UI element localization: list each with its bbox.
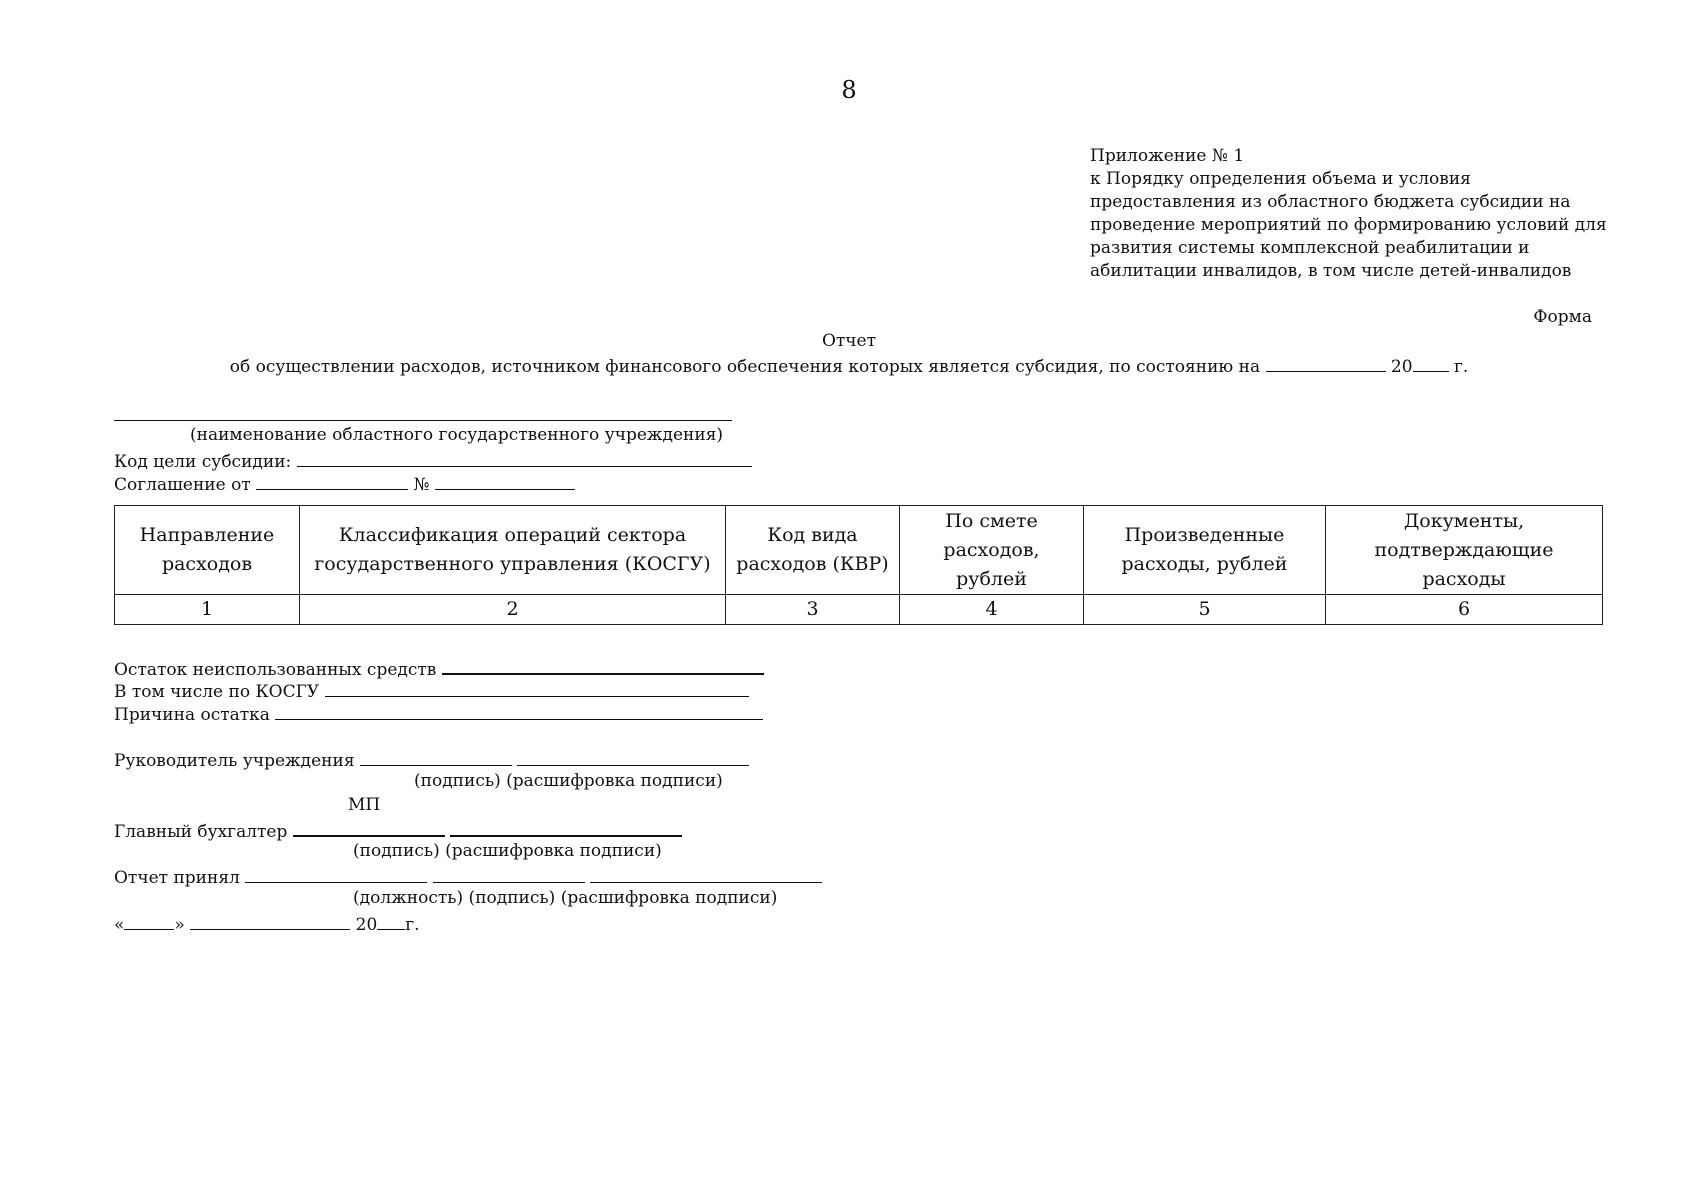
accepted-label: Отчет принял (114, 868, 240, 888)
institution-caption: (наименование областного государственного учреждения) (190, 425, 724, 445)
column-number: 2 (300, 595, 726, 625)
agreement-row (114, 472, 575, 495)
page-number: 8 (841, 76, 857, 104)
remainder-label: Остаток неиспользованных средств (114, 660, 437, 680)
accountant-signature-blank[interactable] (293, 818, 445, 837)
column-header: По смете расходов, рублей (900, 506, 1084, 595)
column-number: 4 (900, 595, 1084, 625)
appendix-line: проведение мероприятий по формированию условий для (1090, 215, 1607, 235)
kosgu-row (114, 679, 749, 702)
accepted-signature-blank[interactable] (433, 865, 585, 883)
column-header: Классификация операций сектора государственного управления (КОСГУ) (300, 506, 726, 595)
agreement-number-blank[interactable] (435, 472, 575, 490)
column-number: 5 (1084, 595, 1326, 625)
kosgu-blank[interactable] (325, 679, 749, 697)
date-open-quote: « (114, 915, 125, 935)
date-year-suffix: г. (405, 915, 420, 935)
goal-code-label: Код цели субсидии: (114, 452, 292, 472)
head-name-blank[interactable] (517, 748, 749, 766)
appendix-line: предоставления из областного бюджета субсидии на (1090, 192, 1571, 212)
remainder-row (114, 656, 764, 680)
table-header-row (115, 506, 1603, 595)
expenses-table (114, 505, 1603, 625)
kosgu-label: В том числе по КОСГУ (114, 682, 320, 702)
accountant-caption: (подпись) (расшифровка подписи) (353, 841, 662, 861)
stamp-label: МП (348, 795, 381, 815)
date-day-blank[interactable] (124, 912, 174, 930)
date-year-blank[interactable] (377, 912, 405, 930)
goal-code-blank[interactable] (297, 449, 752, 467)
accountant-label: Главный бухгалтер (114, 822, 288, 842)
column-header: Произведенные расходы, рублей (1084, 506, 1326, 595)
column-header: Документы, подтверждающие расходы (1326, 506, 1603, 595)
form-label: Форма (1533, 307, 1592, 327)
report-year-blank[interactable] (1413, 354, 1449, 372)
agreement-label: Соглашение от (114, 475, 251, 495)
accepted-name-blank[interactable] (590, 865, 822, 883)
report-year: 20 (1390, 357, 1413, 377)
reason-row (114, 702, 763, 725)
date-month-blank[interactable] (190, 912, 350, 930)
head-caption: (подпись) (расшифровка подписи) (414, 771, 723, 791)
appendix-line: Приложение № 1 (1090, 146, 1245, 166)
institution-name-line[interactable] (114, 420, 732, 421)
goal-code-row (114, 449, 752, 472)
accountant-row (114, 818, 682, 842)
column-number: 6 (1326, 595, 1603, 625)
reason-blank[interactable] (275, 702, 763, 720)
report-subtitle (0, 354, 1698, 377)
accepted-row (114, 865, 822, 888)
appendix-block (1090, 145, 1630, 283)
report-date-blank[interactable] (1266, 354, 1386, 372)
appendix-line: развития системы комплексной реабилитации и (1090, 238, 1530, 258)
head-row (114, 748, 749, 771)
accepted-caption: (должность) (подпись) (расшифровка подписи) (353, 888, 778, 908)
head-label: Руководитель учреждения (114, 751, 355, 771)
remainder-blank[interactable] (442, 656, 764, 675)
agreement-date-blank[interactable] (256, 472, 408, 490)
report-title: Отчет (821, 331, 877, 351)
column-header: Код вида расходов (КВР) (726, 506, 900, 595)
report-year-suffix: г. (1453, 357, 1469, 377)
agreement-number-label: № (413, 475, 430, 495)
column-number: 3 (726, 595, 900, 625)
column-number: 1 (115, 595, 300, 625)
date-year: 20 (355, 915, 378, 935)
head-signature-blank[interactable] (360, 748, 512, 766)
report-subtitle-text: об осуществлении расходов, источником финансового обеспечения которых является субсидия, по состоянию на (229, 357, 1261, 377)
column-header: Направление расходов (115, 506, 300, 595)
appendix-line: абилитации инвалидов, в том числе детей-инвалидов (1090, 261, 1572, 281)
date-row (114, 912, 420, 935)
reason-label: Причина остатка (114, 705, 270, 725)
table-row (115, 595, 1603, 625)
accepted-position-blank[interactable] (245, 865, 427, 883)
date-close-quote: » (174, 915, 185, 935)
appendix-line: к Порядку определения объема и условия (1090, 169, 1471, 189)
accountant-name-blank[interactable] (450, 818, 682, 837)
